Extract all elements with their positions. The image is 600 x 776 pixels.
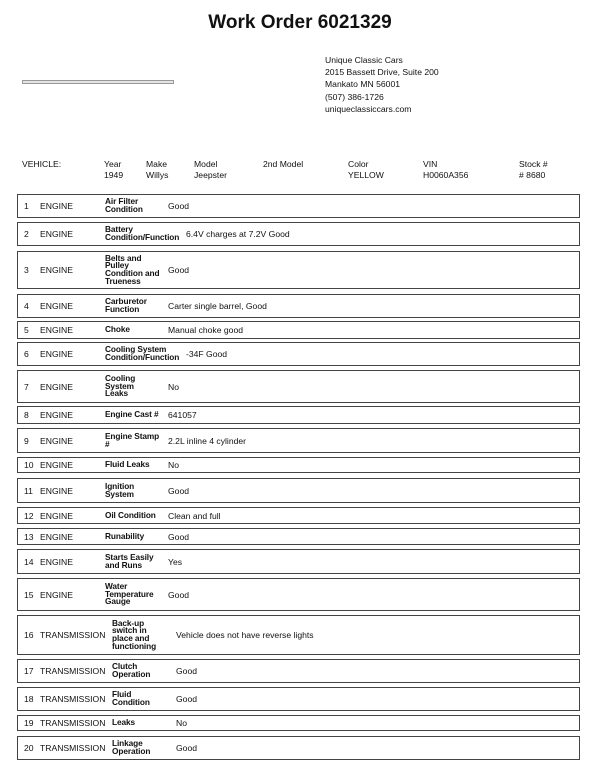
inspection-row [17,578,580,611]
inspection-row [17,615,580,655]
vehicle-color [348,159,384,181]
row-value: Good [168,589,190,600]
vehicle-stock-header: Stock # [519,159,548,169]
vehicle-year-header: Year [104,159,122,169]
vehicle-model [194,159,227,181]
inspection-row [17,294,580,318]
inspection-row [17,222,580,246]
company-address: 2015 Bassett Drive, Suite 200 [325,67,439,78]
row-item: Clutch Operation [112,661,151,679]
row-value: Carter single barrel, Good [168,301,267,311]
row-value: Good [176,743,198,753]
row-category: TRANSMISSION [40,743,106,753]
inspection-row [17,715,580,731]
company-city: Mankato MN 56001 [325,79,400,90]
inspection-row [17,457,580,473]
inspection-row [17,251,580,289]
row-number: 9 [24,435,29,446]
row-item: Ignition System [105,480,135,499]
row-number: 16 [24,630,34,640]
vehicle-model-value: Jeepster [194,170,227,180]
row-item: Leaks [112,717,136,728]
row-value: Yes [168,556,183,567]
row-item: Linkage Operation [112,738,151,756]
row-number: 5 [24,325,29,335]
vehicle-2nd-model-header: 2nd Model [263,159,304,169]
row-value: Vehicle does not have reverse lights [176,630,314,640]
inspection-row [17,659,580,683]
row-category: TRANSMISSION [40,694,106,704]
row-number: 8 [24,410,29,420]
vehicle-vin [423,159,468,181]
vehicle-stock [519,159,548,181]
row-number: 3 [24,265,29,275]
row-value: 2.2L inline 4 cylinder [168,435,247,446]
row-category: ENGINE [40,460,73,470]
row-item: Fluid Condition [112,689,150,707]
vehicle-label: VEHICLE: [22,159,62,169]
company-info [325,54,439,115]
row-item: Belts and Pulley Condition and Trueness [105,252,160,286]
row-value: No [168,381,179,392]
row-number: 13 [24,531,34,542]
row-item: Battery Condition/Function [105,224,180,242]
row-item: Cooling System Leaks [105,373,136,399]
row-number: 6 [24,349,29,359]
row-category: TRANSMISSION [40,666,106,676]
row-category: ENGINE [40,349,73,359]
row-category: ENGINE [40,381,73,392]
inspection-row [17,528,580,545]
row-item: Engine Stamp # [105,430,160,449]
vehicle-make-header: Make [146,159,168,169]
row-item: Starts Easily and Runs [105,551,154,570]
row-item: Cooling System Condition/Function [105,344,180,362]
vehicle-year-value: 1949 [104,170,124,180]
row-value: -34F Good [186,349,228,359]
inspection-row [17,478,580,503]
vehicle-vin-value: H0060A356 [423,170,469,180]
row-category: ENGINE [40,510,73,521]
row-value: Good [168,265,190,275]
row-number: 14 [24,556,34,567]
row-value: Good [168,485,190,496]
inspection-row [17,736,580,760]
inspection-row [17,194,580,218]
row-item: Air Filter Condition [105,196,143,214]
row-category: ENGINE [40,325,73,335]
row-item: Runability [105,530,145,541]
row-number: 12 [24,510,34,521]
vehicle-stock-value: # 8680 [519,170,546,180]
vehicle-info [0,159,600,183]
inspection-row [17,687,580,711]
row-category: TRANSMISSION [40,718,106,728]
row-number: 4 [24,301,29,311]
row-number: 17 [24,666,34,676]
row-category: ENGINE [40,301,73,311]
inspection-row [17,549,580,574]
inspection-row [17,321,580,339]
row-category: ENGINE [40,556,73,567]
row-number: 7 [24,381,29,392]
inspection-row [17,507,580,524]
vehicle-make [146,159,168,181]
row-number: 10 [24,460,34,470]
row-category: TRANSMISSION [40,630,106,640]
company-logo-placeholder [22,80,174,84]
row-value: Clean and full [168,510,221,521]
row-value: 6.4V charges at 7.2V Good [186,229,290,239]
vehicle-model-header: Model [194,159,218,169]
page-title: Work Order 6021329 [208,12,392,33]
vehicle-make-value: Willys [146,170,169,180]
row-number: 11 [24,485,33,496]
row-value: No [176,718,187,728]
vehicle-vin-header: VIN [423,159,438,169]
row-category: ENGINE [40,485,73,496]
row-number: 20 [24,743,34,753]
company-name: Unique Classic Cars [325,55,403,65]
inspection-row [17,406,580,424]
vehicle-year [104,159,123,181]
row-item: Oil Condition [105,509,156,520]
row-category: ENGINE [40,435,73,446]
inspection-row [17,370,580,403]
vehicle-2nd-model [263,159,303,170]
row-category: ENGINE [40,531,73,542]
row-number: 19 [24,718,34,728]
row-item: Water Temperature Gauge [105,581,154,607]
row-number: 1 [24,201,29,211]
row-number: 2 [24,229,29,239]
row-value: No [168,460,179,470]
row-number: 15 [24,589,34,600]
vehicle-color-header: Color [348,159,369,169]
row-value: Good [176,666,198,676]
row-category: ENGINE [40,410,73,420]
row-number: 18 [24,694,34,704]
row-category: ENGINE [40,229,73,239]
row-item: Carburetor Function [105,296,147,314]
row-category: ENGINE [40,265,73,275]
inspection-row [17,342,580,366]
row-item: Back-up switch in place and functioning [112,617,157,651]
company-phone: (507) 386-1726 [325,91,384,102]
row-item: Choke [105,324,130,335]
row-value: Manual choke good [168,325,244,335]
row-item: Fluid Leaks [105,459,150,470]
inspection-row [17,428,580,453]
row-value: 641057 [168,410,197,420]
row-value: Good [176,694,198,704]
row-value: Good [168,531,190,542]
row-category: ENGINE [40,201,73,211]
row-item: Engine Cast # [105,409,159,420]
row-value: Good [168,201,190,211]
company-website[interactable]: uniqueclassiccars.com [325,103,412,114]
row-category: ENGINE [40,589,73,600]
vehicle-color-value: YELLOW [348,170,384,180]
